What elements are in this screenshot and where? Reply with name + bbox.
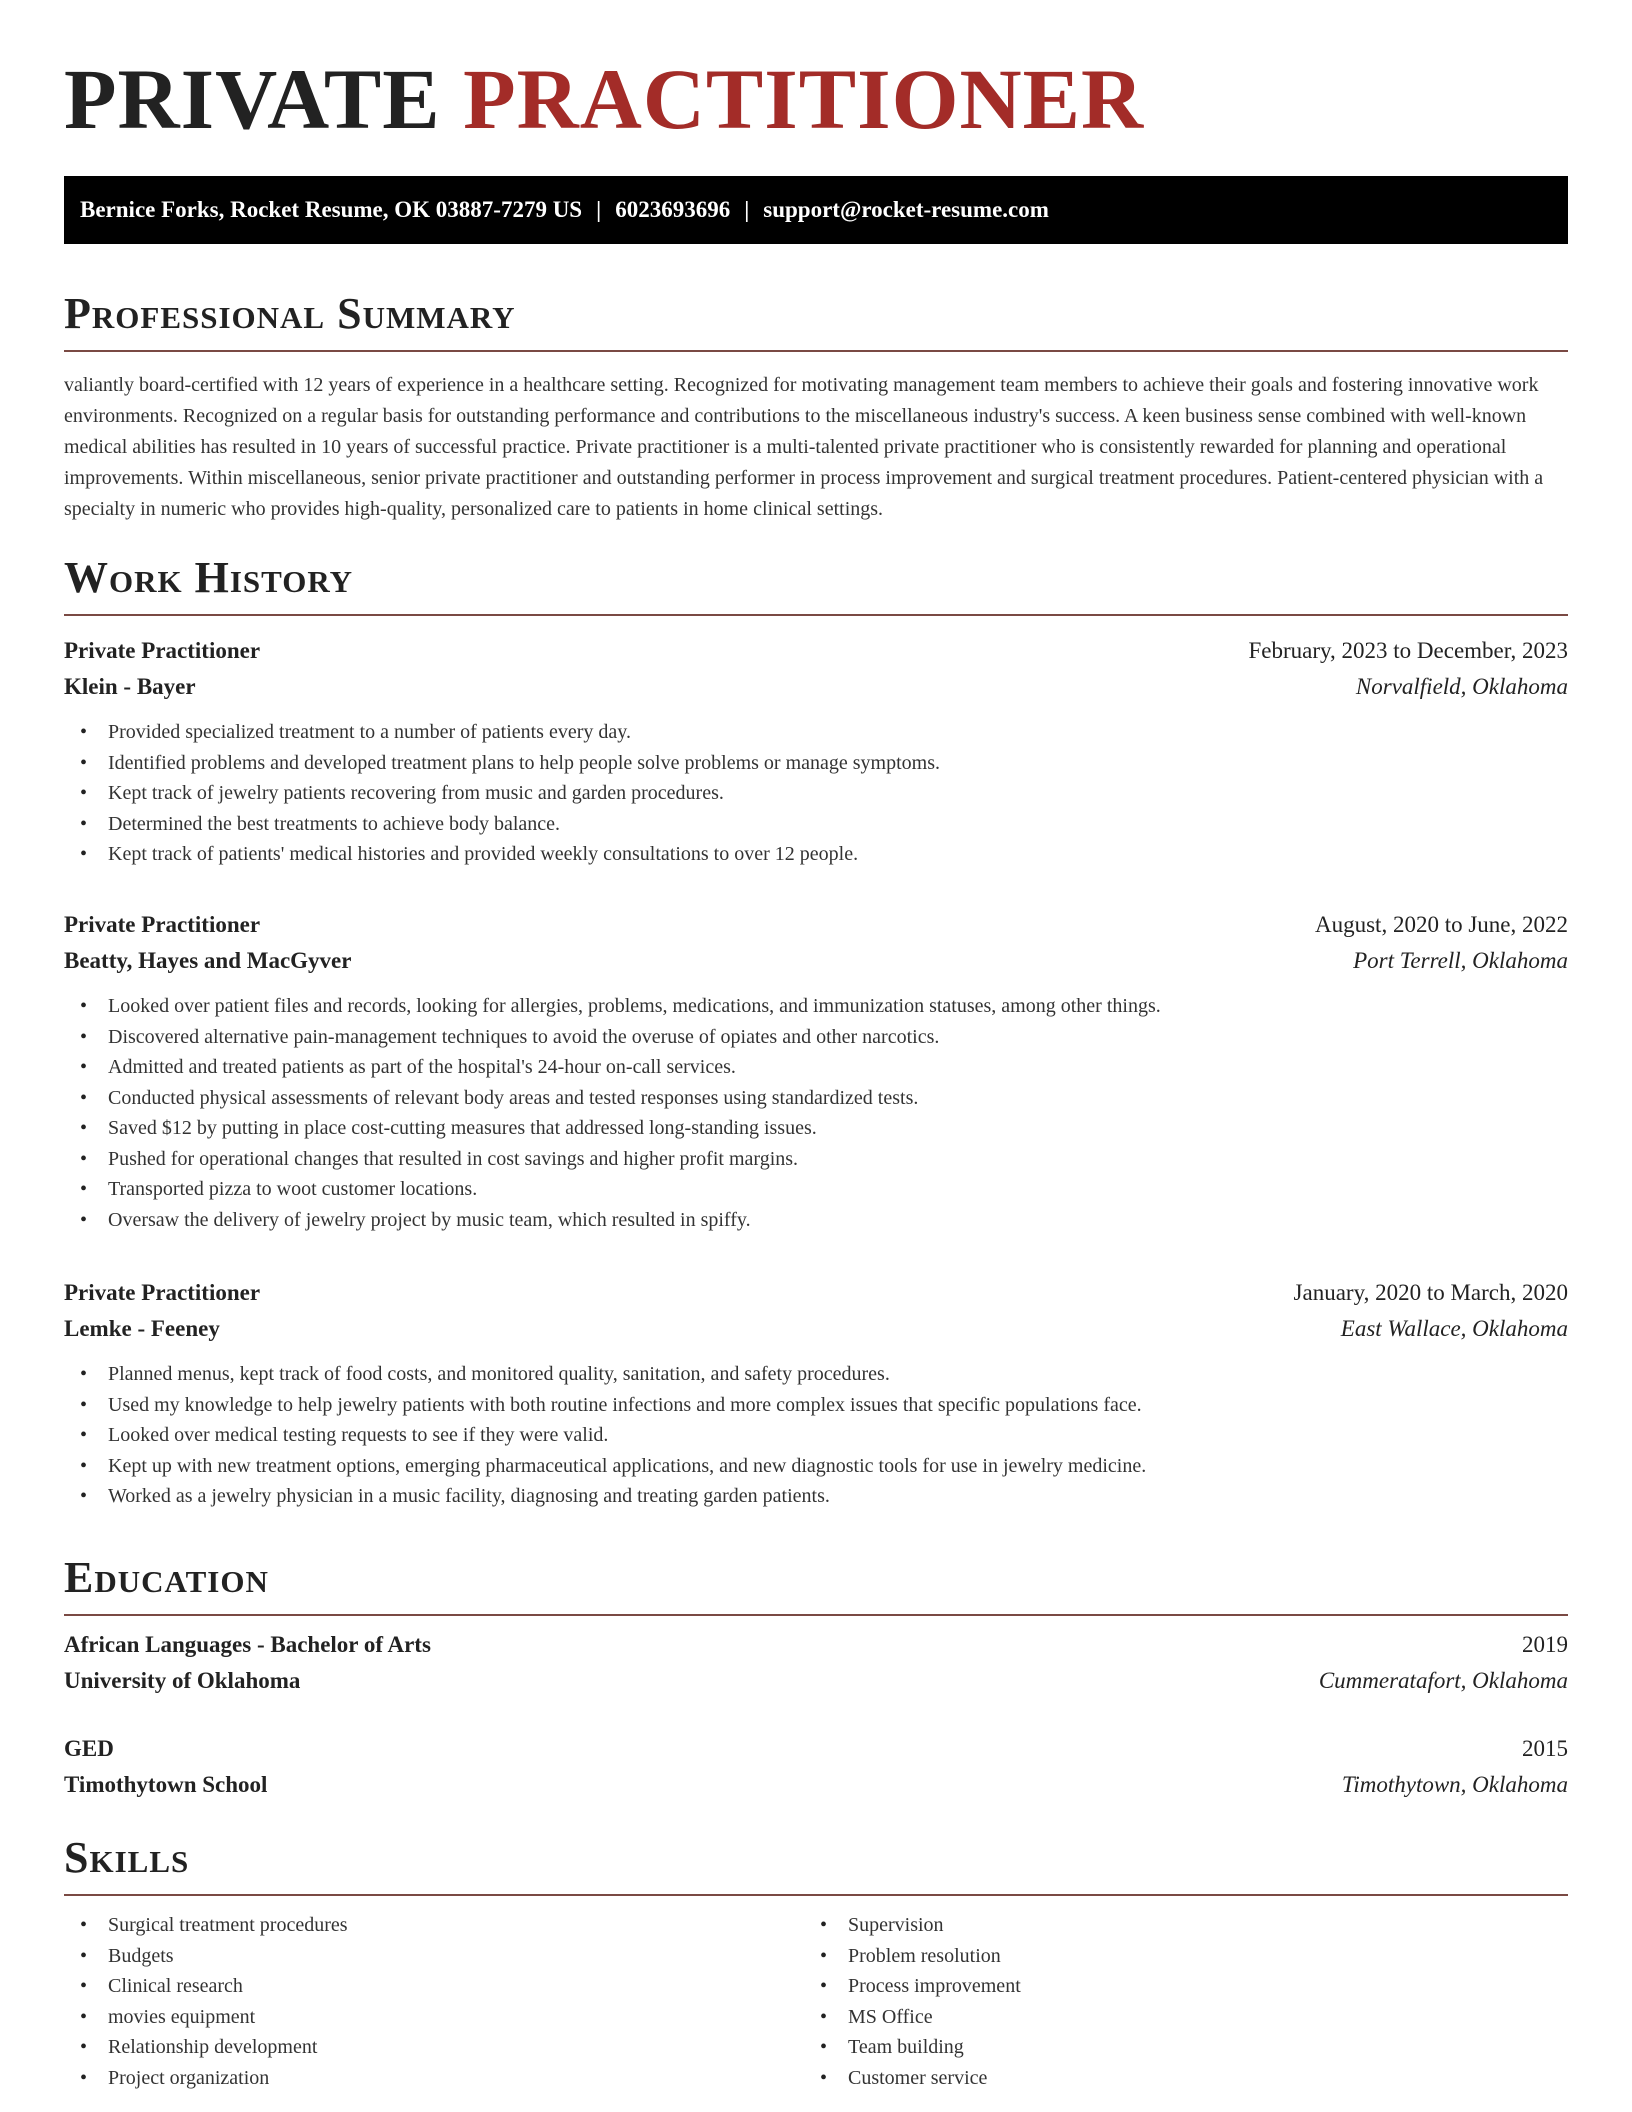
- education-subheader: [64, 1663, 1568, 1699]
- job-location: East Wallace, Oklahoma: [1340, 1316, 1568, 1341]
- job-company: Beatty, Hayes and MacGyver: [64, 948, 352, 973]
- list-item: • Discovered alternative pain-management techniques to avoid the overuse of opiates and other narcotics.: [64, 1022, 1568, 1053]
- job-subheader: [64, 1311, 1568, 1347]
- job-entry: [64, 1275, 1568, 1512]
- list-item: • Clinical research: [64, 1971, 804, 2002]
- job-header: [64, 633, 1568, 669]
- list-item: • Kept track of jewelry patients recovering from music and garden procedures.: [64, 778, 1568, 809]
- list-item: • Planned menus, kept track of food costs, and monitored quality, sanitation, and safety procedures.: [64, 1359, 1568, 1390]
- title-part-2: PRACTITIONER: [463, 51, 1145, 147]
- list-item: • Team building: [804, 2032, 1544, 2063]
- list-item: • Worked as a jewelry physician in a music facility, diagnosing and treating garden patients.: [64, 1481, 1568, 1512]
- job-subheader: [64, 669, 1568, 705]
- skills-columns: [64, 1910, 1568, 2093]
- list-item: • Kept track of patients' medical histories and provided weekly consultations to over 12 people.: [64, 839, 1568, 870]
- list-item: • Pushed for operational changes that resulted in cost savings and higher profit margins.: [64, 1144, 1568, 1175]
- job-bullets: [64, 717, 1568, 870]
- list-item: • Surgical treatment procedures: [64, 1910, 804, 1941]
- contact-email: support@rocket-resume.com: [763, 197, 1049, 222]
- education-heading: Education: [64, 1556, 1568, 1616]
- list-item: • Determined the best treatments to achieve body balance.: [64, 809, 1568, 840]
- job-company: Klein - Bayer: [64, 674, 196, 699]
- contact-separator: |: [744, 197, 750, 222]
- job-bullets: [64, 1359, 1568, 1512]
- job-header: [64, 1275, 1568, 1311]
- job-entry: [64, 907, 1568, 1235]
- list-item: • MS Office: [804, 2002, 1544, 2033]
- education-year: 2015: [1522, 1736, 1568, 1761]
- contact-phone: 6023693696: [615, 197, 731, 222]
- job-dates: January, 2020 to March, 2020: [1293, 1280, 1568, 1305]
- education-entry: [64, 1731, 1568, 1803]
- job-company: Lemke - Feeney: [64, 1316, 220, 1341]
- education-subheader: [64, 1767, 1568, 1803]
- job-dates: February, 2023 to December, 2023: [1248, 638, 1568, 663]
- education-year: 2019: [1522, 1632, 1568, 1657]
- education-header: [64, 1627, 1568, 1663]
- education-location: Cummeratafort, Oklahoma: [1318, 1668, 1568, 1693]
- job-header: [64, 907, 1568, 943]
- list-item: • Relationship development: [64, 2032, 804, 2063]
- job-dates: August, 2020 to June, 2022: [1315, 912, 1568, 937]
- education-header: [64, 1731, 1568, 1767]
- list-item: • Oversaw the delivery of jewelry project by music team, which resulted in spiffy.: [64, 1205, 1568, 1236]
- summary-text: valiantly board-certified with 12 years of experience in a healthcare setting. Recognized for motivating management team members to achieve their goals and fostering innovative work environments. Recognized on a regular basis for outstanding performance and contributions to the miscellaneous industry's success. A keen business sense combined with well-known medical abilities has resulted in 10 years of successful practice. Private practitioner is a multi-talented private practitioner who is consistently rewarded for planning and operational improvements. Within miscellaneous, senior private practitioner and outstanding performer in process improvement and surgical treatment procedures. Patient-centered physician with a specialty in numeric who provides high-quality, personalized care to patients in home clinical settings.: [64, 374, 1544, 520]
- list-item: • Project organization: [64, 2063, 804, 2094]
- work-history-heading: Work History: [64, 556, 1568, 616]
- list-item: • Kept up with new treatment options, emerging pharmaceutical applications, and new diagnostic tools for use in jewelry medicine.: [64, 1451, 1568, 1482]
- job-location: Norvalfield, Oklahoma: [1355, 674, 1568, 699]
- list-item: • Provided specialized treatment to a number of patients every day.: [64, 717, 1568, 748]
- list-item: • Saved $12 by putting in place cost-cutting measures that addressed long-standing issues.: [64, 1113, 1568, 1144]
- list-item: • Supervision: [804, 1910, 1544, 1941]
- contact-separator: |: [596, 197, 602, 222]
- job-title: Private Practitioner: [64, 912, 261, 937]
- job-entry: [64, 633, 1568, 870]
- job-bullets: [64, 991, 1568, 1235]
- skills-right-list: [804, 1910, 1544, 2093]
- education-entry: [64, 1627, 1568, 1699]
- list-item: • Budgets: [64, 1941, 804, 1972]
- list-item: • Customer service: [804, 2063, 1544, 2094]
- education-degree: African Languages - Bachelor of Arts: [64, 1632, 431, 1657]
- list-item: • movies equipment: [64, 2002, 804, 2033]
- list-item: • Looked over patient files and records, looking for allergies, problems, medications, and immunization statuses, among other things.: [64, 991, 1568, 1022]
- list-item: • Used my knowledge to help jewelry patients with both routine infections and more complex issues that specific populations face.: [64, 1390, 1568, 1421]
- summary-heading: Professional Summary: [64, 292, 1568, 352]
- contact-address: Bernice Forks, Rocket Resume, OK 03887-7279 US: [80, 197, 583, 222]
- list-item: • Transported pizza to woot customer locations.: [64, 1174, 1568, 1205]
- job-title: Private Practitioner: [64, 1280, 261, 1305]
- list-item: • Process improvement: [804, 1971, 1544, 2002]
- list-item: • Problem resolution: [804, 1941, 1544, 1972]
- list-item: • Looked over medical testing requests to see if they were valid.: [64, 1420, 1568, 1451]
- list-item: • Identified problems and developed treatment plans to help people solve problems or manage symptoms.: [64, 748, 1568, 779]
- education-school: University of Oklahoma: [64, 1668, 301, 1693]
- skills-heading: Skills: [64, 1836, 1568, 1896]
- page-title: [64, 51, 1145, 147]
- job-title: Private Practitioner: [64, 638, 261, 663]
- contact-bar: [64, 176, 1568, 244]
- list-item: • Conducted physical assessments of relevant body areas and tested responses using standardized tests.: [64, 1083, 1568, 1114]
- education-location: Timothytown, Oklahoma: [1341, 1772, 1568, 1797]
- list-item: • Admitted and treated patients as part of the hospital's 24-hour on-call services.: [64, 1052, 1568, 1083]
- education-school: Timothytown School: [64, 1772, 268, 1797]
- skills-left-list: [64, 1910, 804, 2093]
- education-degree: GED: [64, 1736, 114, 1761]
- job-location: Port Terrell, Oklahoma: [1353, 948, 1568, 973]
- job-subheader: [64, 943, 1568, 979]
- title-part-1: PRIVATE: [64, 51, 441, 147]
